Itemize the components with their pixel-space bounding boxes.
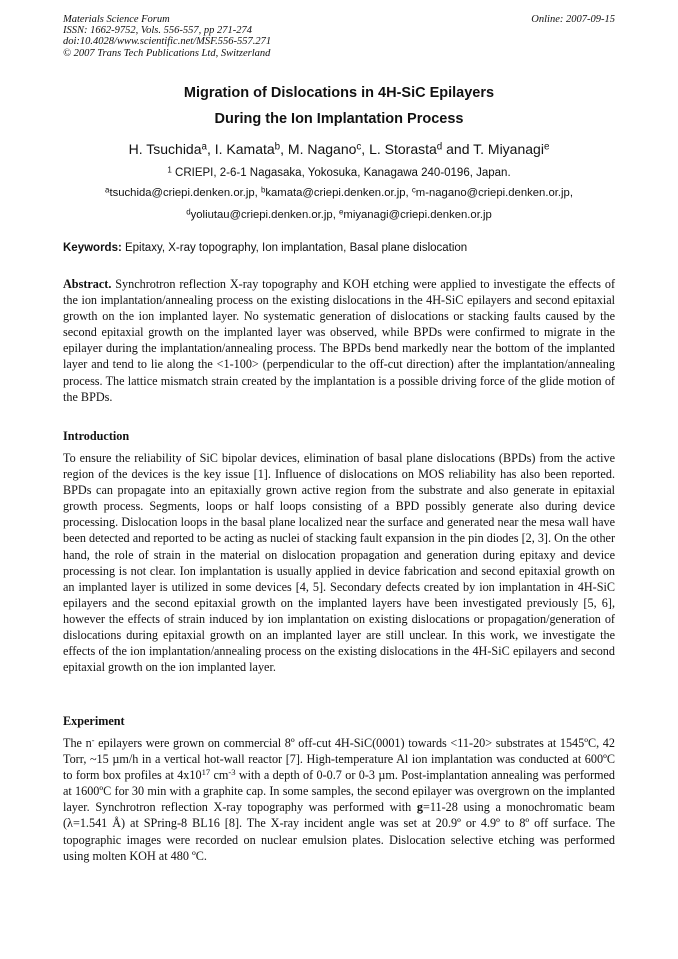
email-list — [63, 182, 615, 226]
email-link[interactable]: kamata@criepi.denken.or.jp, — [265, 187, 412, 199]
experiment-heading: Experiment — [63, 714, 125, 728]
author: T. Miyanagi$^e$ — [473, 141, 550, 157]
email-line-2: $^d$yoliutau@criepi.denken.or.jp, $^e$miyanagi@criepi.denken.or.jp — [186, 207, 492, 221]
keywords — [63, 240, 615, 256]
title-line-2: During the Ion Implantation Process — [214, 111, 464, 127]
journal-name: Materials Science Forum — [63, 14, 170, 25]
affiliation: $^1$ CRIEPI, 2-6-1 Nagasaka, Yokosuka, Kanagawa 240-0196, Japan. — [167, 165, 511, 179]
issn-line: ISSN: 1662-9752, Vols. 556-557, pp 271-274 — [63, 25, 252, 37]
publication-header — [63, 14, 615, 59]
introduction-heading: Introduction — [63, 429, 130, 443]
title-line-1: Migration of Dislocations in 4H-SiC Epilayers — [183, 85, 495, 101]
email-link[interactable]: miyanagi@criepi.denken.or.jp — [343, 209, 492, 221]
email-link[interactable]: yoliutau@criepi.denken.or.jp, — [190, 209, 339, 221]
doi-line: doi:10.4028/www.scientific.net/MSF.556-557.271 — [63, 36, 272, 48]
g-vector: g — [416, 800, 423, 815]
email-link[interactable]: m-nagano@criepi.denken.or.jp, — [415, 187, 573, 199]
keywords-text: Epitaxy, X-ray topography, Ion implantation, Basal plane dislocation — [121, 242, 468, 254]
introduction-text: To ensure the reliability of SiC bipolar devices, elimination of basal plane dislocations (BPDs) from the active region of the devices is the key issue [1]. Influence of dislocations on MOS reliability has also been reported. BPDs can propagate into an epitaxially grown active region from the substrate and also generate in epitaxial growth process. Segments, loops or half loops consisting of a BPD possibly generate also during device processing. Dislocation loops in the basal plane localized near the surface and generated near the mesa wall have been detected and reported to be acting as nuclei of stacking fault expansion in the pin diodes [2, 3]. On the other hand, the role of strain in the material on dislocation propagation and generation during epitaxy and device processing is not clear. Ion implantation is usually applied in device fabrication and second epitaxial growth on an implanted layer is utilized in some devices [4, 5]. Secondary defects created by ion implantation in 4H-SiC epilayers and the second epitaxial growth on the implanted layers have been investigated previously [5, 6], however the effects of strain induced by ion implantation on existing dislocations or propagation/generation of dislocations during epitaxial growth on an implanted layer are still unclear. In this work, we investigate the effects of the ion implantation/annealing process on the existing dislocations in the 4H-SiC epilayers and second epitaxial growth on the ion implanted layer. — [63, 451, 615, 675]
experiment-text: The n- epilayers were grown on commercial 8º off-cut 4H-SiC(0001) towards <11-20> substrates at 1545ºC, 42 Torr, ~15 µm/h in a vertical hot-wall reactor [7]. High-temperature Al ion implantation was conducted at 600ºC to form box profiles at $4x10^{17}$ $cm^{-3}$ with a depth of 0-0.7 or 0-3 µm. Post-implantation annealing was performed at 1600ºC for 30 min with a graphite cap. In some samples, the second epilayer was overgrown on the implanted layer. Synchrotron reflection X-ray topography was performed with g=11-28 using a monochromatic beam (λ=1.541 Å) at SPring-8 BL16 [8]. The X-ray incident angle was set at 20.9º or 4.9º to 8º off surface. The topographic images were recorded on nuclear emulsion plates. Dislocation selective etching was performed using molten KOH at 480 ºC. — [63, 735, 616, 863]
paper-title — [63, 80, 615, 132]
online-date: Online: 2007-09-15 — [531, 14, 615, 25]
keywords-label: Keywords: — [63, 242, 122, 254]
author: I. Kamata$^b$, — [214, 141, 288, 157]
author: L. Storasta$^d$ and — [369, 141, 474, 157]
author: M. Nagano$^c$, — [287, 141, 370, 157]
email-line-1: $^a$tsuchida@criepi.denken.or.jp, $^b$kamata@criepi.denken.or.jp, $^c$m-nagano@criepi.denken.or.jp, — [105, 185, 573, 199]
abstract-label: Abstract. — [63, 277, 112, 291]
author-list — [63, 138, 615, 160]
copyright-line: © 2007 Trans Tech Publications Ltd, Switzerland — [63, 47, 271, 59]
abstract — [63, 276, 615, 405]
email-link[interactable]: tsuchida@criepi.denken.or.jp, — [109, 187, 261, 199]
abstract-text: Synchrotron reflection X-ray topography and KOH etching were applied to investigate the effects of the ion implantation/annealing process on the existing dislocations in the 4H-SiC epilayers and second epitaxial growth on the ion implanted layer. No systematic generation of dislocations or stacking faults caused by the second epitaxial growth on the implanted layer was observed, while BPDs were confirmed to migrate in the epilayer during the implantation/annealing process. The BPDs bend markedly near the bottom of the implanted layer and tend to lie along the <1-100> (perpendicular to the off-cut direction) after the implantation/annealing process. The lattice mismatch strain created by the implantation is a possible driving force of the glide motion of the BPDs. — [63, 277, 615, 404]
author: H. Tsuchida$^a$, — [128, 141, 215, 157]
